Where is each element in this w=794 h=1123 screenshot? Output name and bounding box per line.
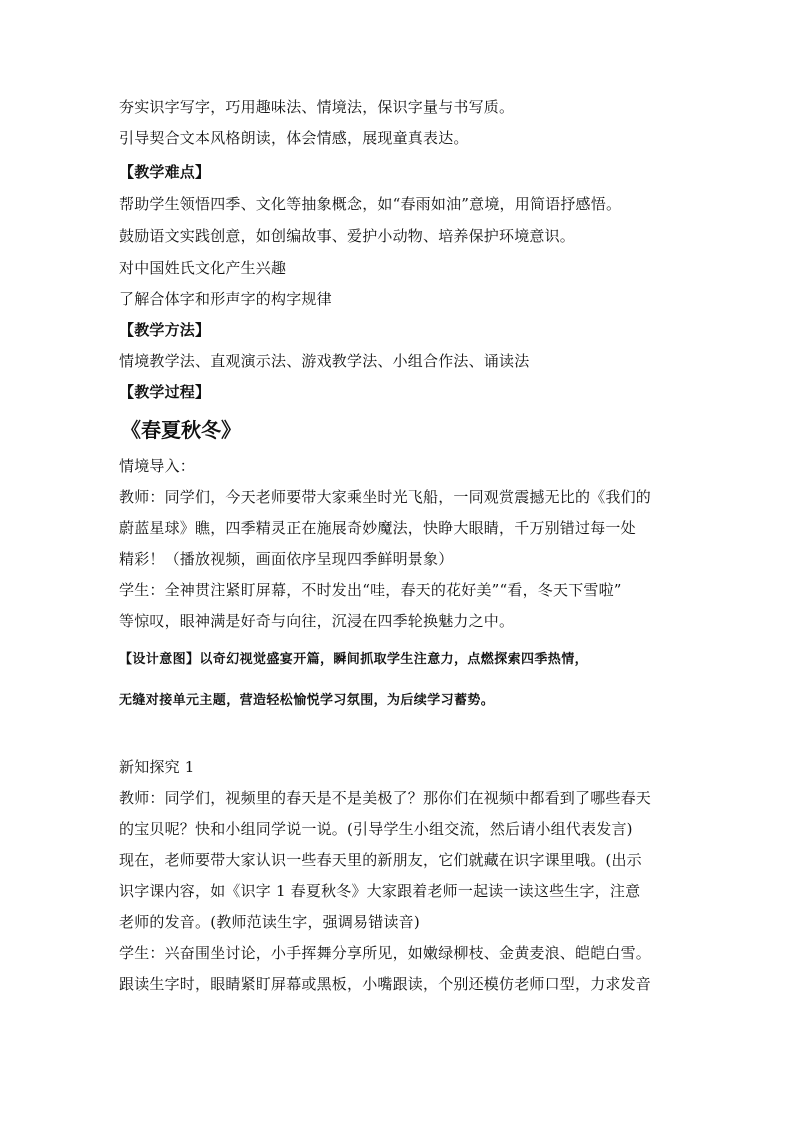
teacher-line-2c: 现在，老师要带大家认识一些春天里的新朋友，它们就藏在识字课里哦。(出示 xyxy=(119,851,642,869)
process-heading: 【教学过程】 xyxy=(119,383,211,401)
methods-text: 情境教学法、直观演示法、游戏教学法、小组合作法、诵读法 xyxy=(119,352,530,370)
intro-label: 情境导入： xyxy=(119,457,196,475)
design-intent-line-1: 【设计意图】以奇幻视觉盛宴开篇，瞬间抓取学生注意力，点燃探索四季热情， xyxy=(119,652,589,667)
student-line-2b: 跟读生字时，眼睛紧盯屏幕或黑板，小嘴跟读，个别还模仿老师口型，力求发音 xyxy=(119,975,652,993)
methods-heading: 【教学方法】 xyxy=(119,321,211,339)
difficulty-line-1: 帮助学生领悟四季、文化等抽象概念，如“春雨如油”意境，用简语抒感悟。 xyxy=(119,195,622,213)
teacher-line-2e: 老师的发音。(教师范读生字，强调易错读音) xyxy=(119,913,420,931)
student-line-1a: 学生：全神贯注紧盯屏幕，不时发出“哇，春天的花好美”“看，冬天下雪啦” xyxy=(119,581,622,599)
difficulty-heading: 【教学难点】 xyxy=(119,163,211,181)
teacher-line-1a: 教师：同学们，今天老师要带大家乘坐时光飞船，一同观赏震撼无比的《我们的 xyxy=(119,488,652,506)
goal-line-1: 夯实识字写字，巧用趣味法、情境法，保识字量与书写质。 xyxy=(119,98,515,116)
explore-label: 新知探究 1 xyxy=(119,758,195,776)
student-line-2a: 学生：兴奋围坐讨论，小手挥舞分享所见，如嫩绿柳枝、金黄麦浪、皑皑白雪。 xyxy=(119,944,652,962)
teacher-line-2a: 教师：同学们，视频里的春天是不是美极了？那你们在视频中都看到了哪些春天 xyxy=(119,789,652,807)
teacher-line-1b: 蔚蓝星球》瞧，四季精灵正在施展奇妙魔法，快睁大眼睛，千万别错过每一处 xyxy=(119,519,636,537)
difficulty-line-3: 对中国姓氏文化产生兴趣 xyxy=(119,259,287,277)
difficulty-line-4: 了解合体字和形声字的构字规律 xyxy=(119,290,332,308)
goal-line-2: 引导契合文本风格朗读，体会情感，展现童真表达。 xyxy=(119,129,469,147)
difficulty-line-2: 鼓励语文实践创意，如创编故事、爱护小动物、培养保护环境意识。 xyxy=(119,227,576,245)
lesson-title: 《春夏秋冬》 xyxy=(121,418,241,442)
teacher-line-2d: 识字课内容，如《识字 1 春夏秋冬》大家跟着老师一起读一读这些生字，注意 xyxy=(119,882,641,900)
teacher-line-1c: 精彩！（播放视频，画面依序呈现四季鲜明景象） xyxy=(119,550,454,568)
design-intent-line-2: 无缝对接单元主题，营造轻松愉悦学习氛围，为后续学习蓄势。 xyxy=(119,693,495,708)
student-line-1b: 等惊叹，眼神满是好奇与向往，沉浸在四季轮换魅力之中。 xyxy=(119,612,515,630)
teacher-line-2b: 的宝贝呢？快和小组同学说一说。(引导学生小组交流，然后请小组代表发言) xyxy=(119,820,633,838)
